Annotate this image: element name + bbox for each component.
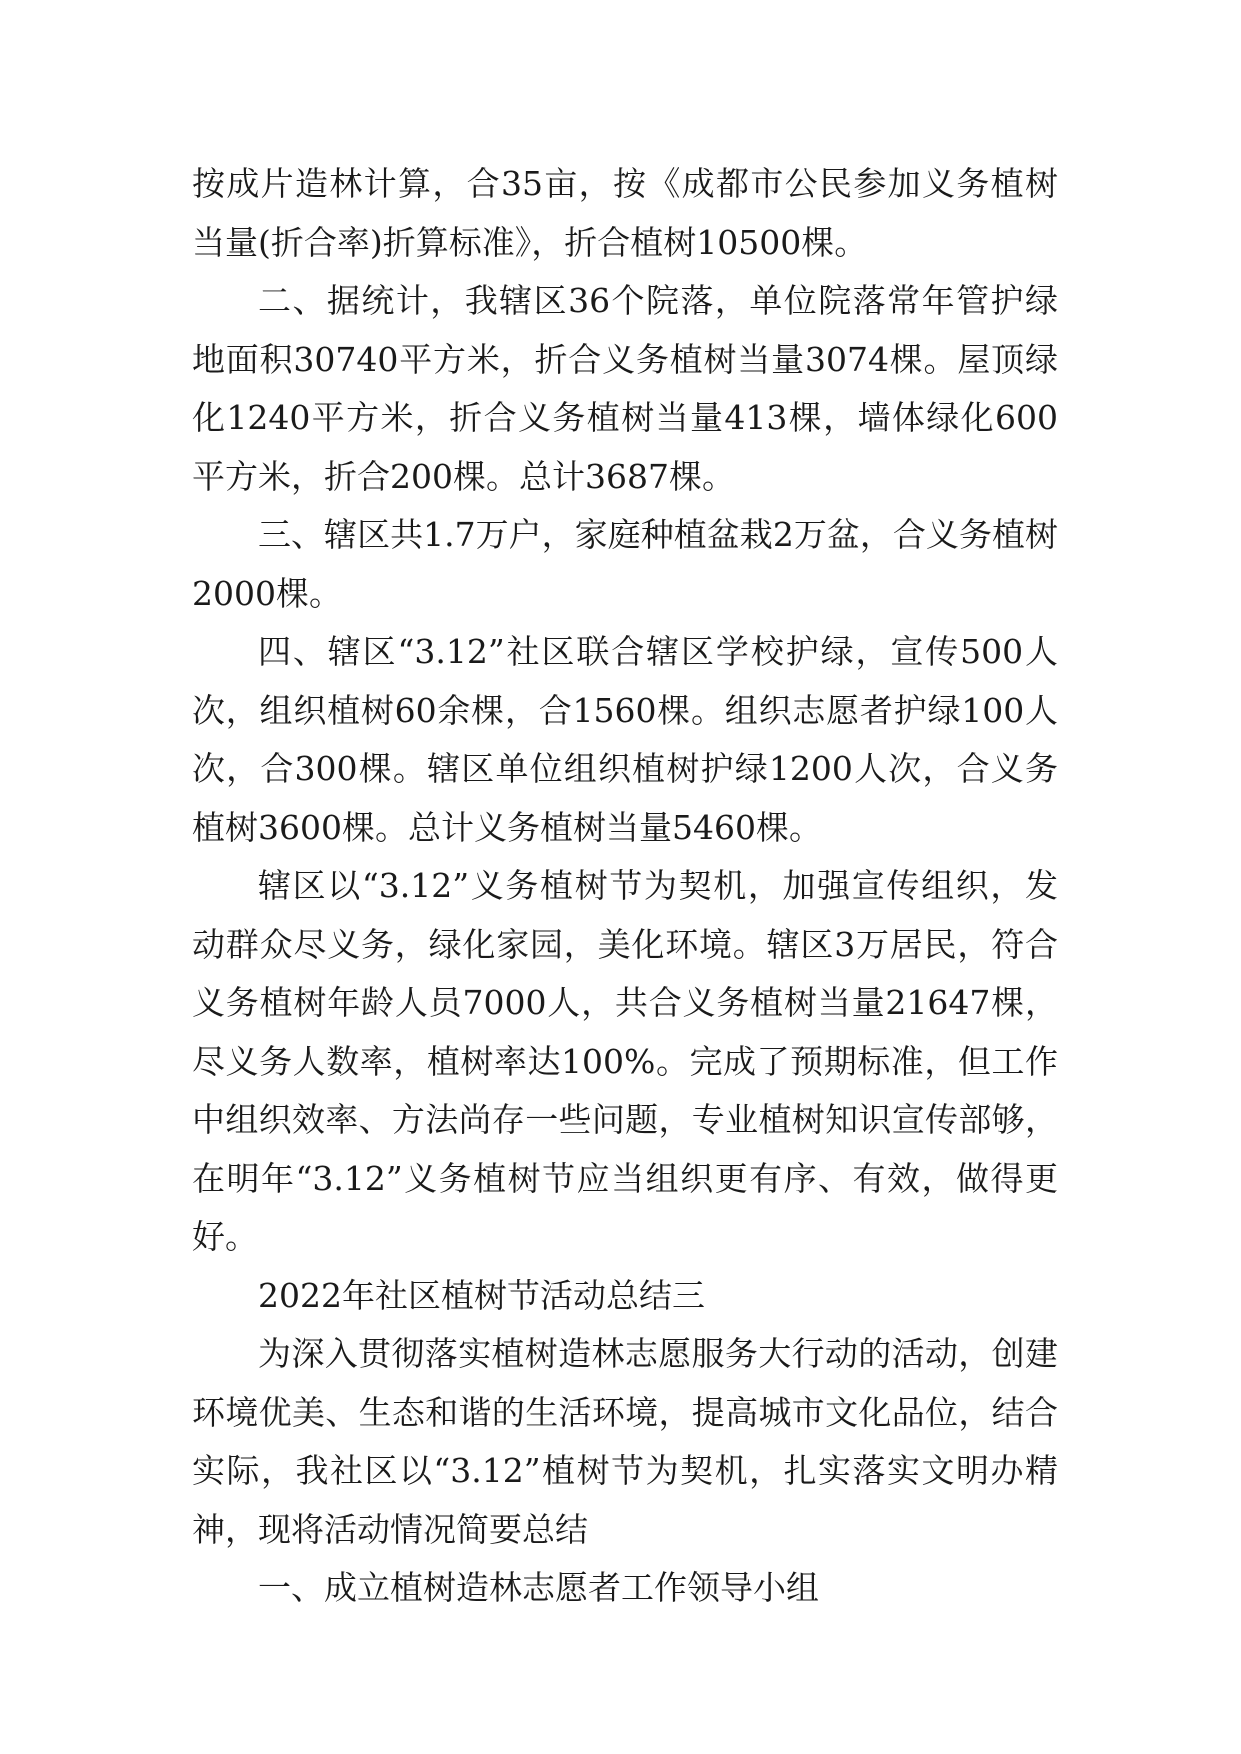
- section-title: 2022年社区植树节活动总结三: [258, 1275, 705, 1315]
- paragraph-section-four-schools: 四、辖区“3.12”社区联合辖区学校护绿，宣传500人次，组织植树60余棵，合1560棵。组织志愿者护绿100人次，合300棵。辖区单位组织植树护绿1200人次，合义务植树3600棵。总计义务植树当量5460棵。: [192, 632, 1058, 847]
- paragraph-section-one-heading: 一、成立植树造林志愿者工作领导小组: [258, 1568, 819, 1607]
- paragraph-intro: 为深入贯彻落实植树造林志愿服务大行动的活动，创建环境优美、生态和谐的生活环境，提高城市文化品位，结合实际，我社区以“3.12”植树节为契机，扎实落实文明办精神，现将活动情况简要总结: [192, 1334, 1058, 1549]
- paragraph-summary: 辖区以“3.12”义务植树节为契机，加强宣传组织，发动群众尽义务，绿化家园，美化环境。辖区3万居民，符合义务植树年龄人员7000人，共合义务植树当量21647棵，尽义务人数率，植树率达100%。完成了预期标准，但工作中组织效率、方法尚存一些问题，专业植树知识宣传部够，在明年“3.12”义务植树节应当组织更有序、有效，做得更好。: [192, 866, 1058, 1256]
- paragraph-planting-conversion: 按成片造林计算，合35亩，按《成都市公民参加义务植树当量(折合率)折算标准》，折合植树10500棵。: [192, 164, 1058, 262]
- paragraph-section-three-households: 三、辖区共1.7万户，家庭种植盆栽2万盆，合义务植树2000棵。: [192, 515, 1058, 613]
- paragraph-section-two-courtyards: 二、据统计，我辖区36个院落，单位院落常年管护绿地面积30740平方米，折合义务植树当量3074棵。屋顶绿化1240平方米，折合义务植树当量413棵，墙体绿化600平方米，折合200棵。总计3687棵。: [192, 281, 1058, 496]
- document-body: [192, 155, 1058, 1618]
